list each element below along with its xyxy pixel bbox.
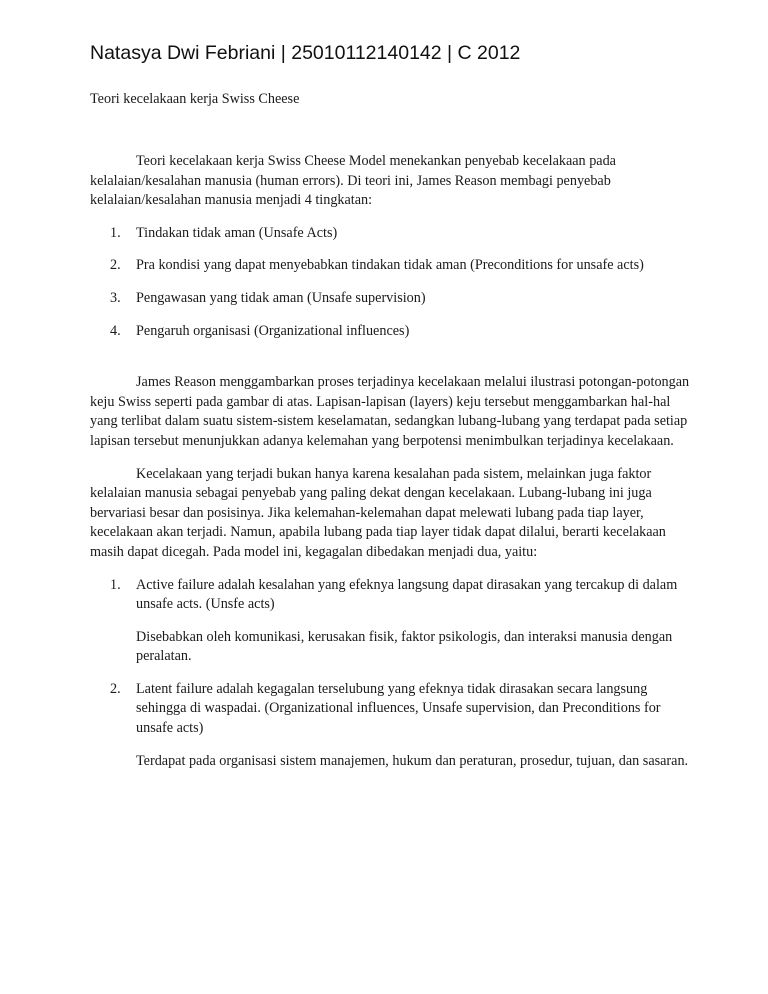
list-item-detail: Disebabkan oleh komunikasi, kerusakan fisik, faktor psikologis, dan interaksi manusia dengan peralatan. [136, 628, 673, 665]
list-item [90, 224, 690, 244]
list-item-text: Pra kondisi yang dapat menyebabkan tindakan tidak aman (Preconditions for unsafe acts) [136, 257, 644, 274]
list-item-text: Pengaruh organisasi (Organizational influences) [136, 322, 410, 339]
list-number: 4. [110, 322, 121, 339]
document-body [90, 152, 690, 784]
list-number: 1. [110, 576, 121, 593]
list-item [90, 322, 690, 342]
swiss-cheese-paragraph: James Reason menggambarkan proses terjadinya kecelakaan melalui ilustrasi potongan-potongan keju Swiss seperti pada gambar di atas. Lapisan-lapisan (layers) keju tersebut menggambarkan hal-hal yang terlibat dalam suatu sistem-sistem keselamatan, sedangkan lubang-lubang yang terdapat pada setiap lapisan tersebut menunjukkan adanya kelemahan yang berpotensi menimbulkan terjadinya kecelakaan. [90, 374, 690, 449]
list-item-text: Pengawasan yang tidak aman (Unsafe supervision) [136, 289, 426, 306]
failures-list [90, 576, 690, 772]
list-item [90, 576, 690, 667]
list-item [90, 680, 690, 771]
document-title: Natasya Dwi Febriani | 25010112140142 | C 2012 [90, 42, 521, 64]
paragraph-spacer [90, 354, 690, 373]
list-number: 2. [110, 257, 121, 274]
list-item [90, 289, 690, 309]
intro-paragraph: Teori kecelakaan kerja Swiss Cheese Model menekankan penyebab kecelakaan pada kelalaian/kesalahan manusia (human errors). Di teori ini, James Reason membagi penyebab kelalaian/kesalahan manusia menjadi 4 tingkatan: [90, 153, 616, 209]
list-item-text: Tindakan tidak aman (Unsafe Acts) [136, 224, 338, 241]
document-subtitle: Teori kecelakaan kerja Swiss Cheese [90, 91, 300, 107]
list-number: 1. [110, 224, 121, 241]
list-number: 3. [110, 289, 121, 306]
list-number: 2. [110, 680, 121, 697]
list-item-detail: Terdapat pada organisasi sistem manajemen, hukum dan peraturan, prosedur, tujuan, dan sasaran. [136, 752, 689, 769]
list-item-text: Latent failure adalah kegagalan terselubung yang efeknya tidak dirasakan secara langsung sehingga di waspadai. (Organizational influences, Unsafe supervision, dan Preconditions for unsafe acts) [136, 680, 661, 737]
levels-list [90, 224, 690, 341]
list-item [90, 256, 690, 276]
list-item-text: Active failure adalah kesalahan yang efeknya langsung dapat dirasakan yang tercakup di dalam unsafe acts. (Unsfe acts) [136, 576, 678, 613]
failure-intro-paragraph: Kecelakaan yang terjadi bukan hanya karena kesalahan pada sistem, melainkan juga faktor kelalaian manusia sebagai penyebab yang paling dekat dengan kecelakaan. Lubang-lubang ini juga bervariasi besar dan posisinya. Jika kelemahan-kelemahan dapat melewati lubang pada tiap layer, kecelakaan akan terjadi. Namun, apabila lubang pada tiap layer tidak dapat dilalui, berarti kecelakaan masih dapat dicegah. Pada model ini, kegagalan dibedakan menjadi dua, yaitu: [90, 465, 666, 560]
